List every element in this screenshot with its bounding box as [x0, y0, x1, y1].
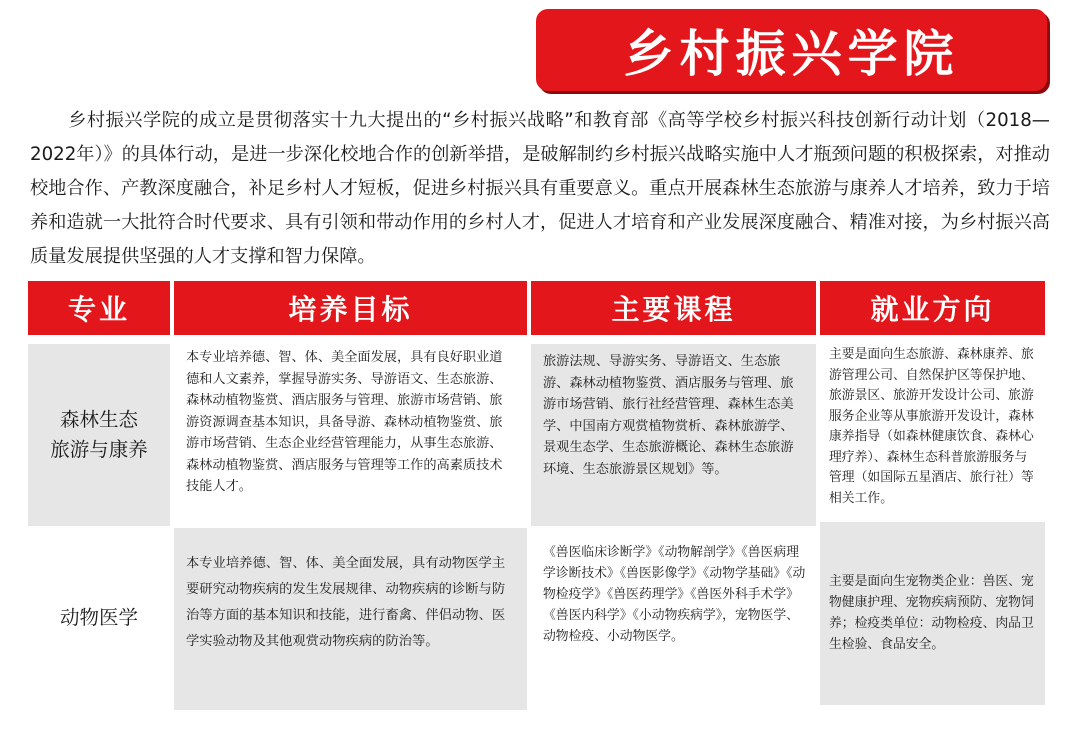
header-goal: 培养目标 — [174, 281, 527, 335]
major-veterinary — [28, 528, 170, 708]
career-forest-tourism: 主要是面向生态旅游、森林康养、旅游管理公司、自然保护区等保护地、旅游景区、旅游开发设计公司、旅游服务企业等从事旅游开发设计，森林康养指导（如森林健康饮食、森林心理疗养）、森林生态科普旅游服务与管理（如国际五星酒店、旅行社）等相关工作。 — [829, 347, 1034, 506]
major-forest-tourism — [28, 344, 170, 526]
career-veterinary: 主要是面向生宠物类企业：兽医、宠物健康护理、宠物疾病预防、宠物饲养；检疫类单位：动物检疫、肉品卫生检验、食品安全。 — [820, 522, 1045, 705]
courses-veterinary: 《兽医临床诊断学》《动物解剖学》《兽医病理学诊断技术》《兽医影像学》《动物学基础》《动物检疫学》《兽医药理学》《兽医外科手术学》《兽医内科学》《小动物疾病学》，宠物医学、动物检疫、小动物医学。 — [543, 545, 806, 644]
goal-veterinary: 本专业培养德、智、体、美全面发展，具有动物医学主要研究动物疾病的发生发展规律、动物疾病的诊断与防治等方面的基本知识和技能，进行畜禽、伴侣动物、医学实验动物及其他观赏动物疾病的防治等。 — [174, 528, 527, 710]
page-title: 乡村振兴学院 — [623, 25, 960, 83]
major-name-line1: 森林生态 — [59, 408, 138, 431]
title-banner — [536, 9, 1047, 91]
courses-forest-tourism: 旅游法规、导游实务、导游语文、生态旅游、森林动植物鉴赏、酒店服务与管理、旅游市场营销、旅行社经营管理、森林生态美学、中国南方观赏植物赏析、森林旅游学、景观生态学、生态旅游概论、森林生态旅游环境、生态旅游景区规划》等。 — [531, 344, 816, 526]
intro-paragraph: 乡村振兴学院的成立是贯彻落实十九大提出的“乡村振兴战略”和教育部《高等学校乡村振兴科技创新行动计划（2018—2022年）》的具体行动，是进一步深化校地合作的创新举措，是破解制约乡村振兴战略实施中人才瓶颈问题的积极探索，对推动校地合作、产教深度融合，补足乡村人才短板，促进乡村振兴具有重要意义。重点开展森林生态旅游与康养人才培养，致力于培养和造就一大批符合时代要求、具有引领和带动作用的乡村人才，促进人才培育和产业发展深度融合、精准对接，为乡村振兴高质量发展提供坚强的人才支撑和智力保障。 — [30, 110, 1050, 267]
header-courses: 主要课程 — [531, 281, 816, 335]
major-name-line2: 旅游与康养 — [50, 438, 148, 461]
goal-forest-tourism: 本专业培养德、智、体、美全面发展，具有良好职业道德和人文素养，掌握导游实务、导游语文、生态旅游、森林动植物鉴赏、酒店服务与管理、旅游市场营销、旅游资源调查基本知识，具备导游、森林动植物鉴赏、旅游市场营销、生态企业经营管理能力，从事生态旅游、森林动植物鉴赏、酒店服务与管理等工作的高素质技术技能人才。 — [186, 350, 503, 494]
header-major: 专业 — [28, 281, 170, 335]
header-career: 就业方向 — [820, 281, 1045, 335]
major-name: 动物医学 — [59, 606, 138, 629]
